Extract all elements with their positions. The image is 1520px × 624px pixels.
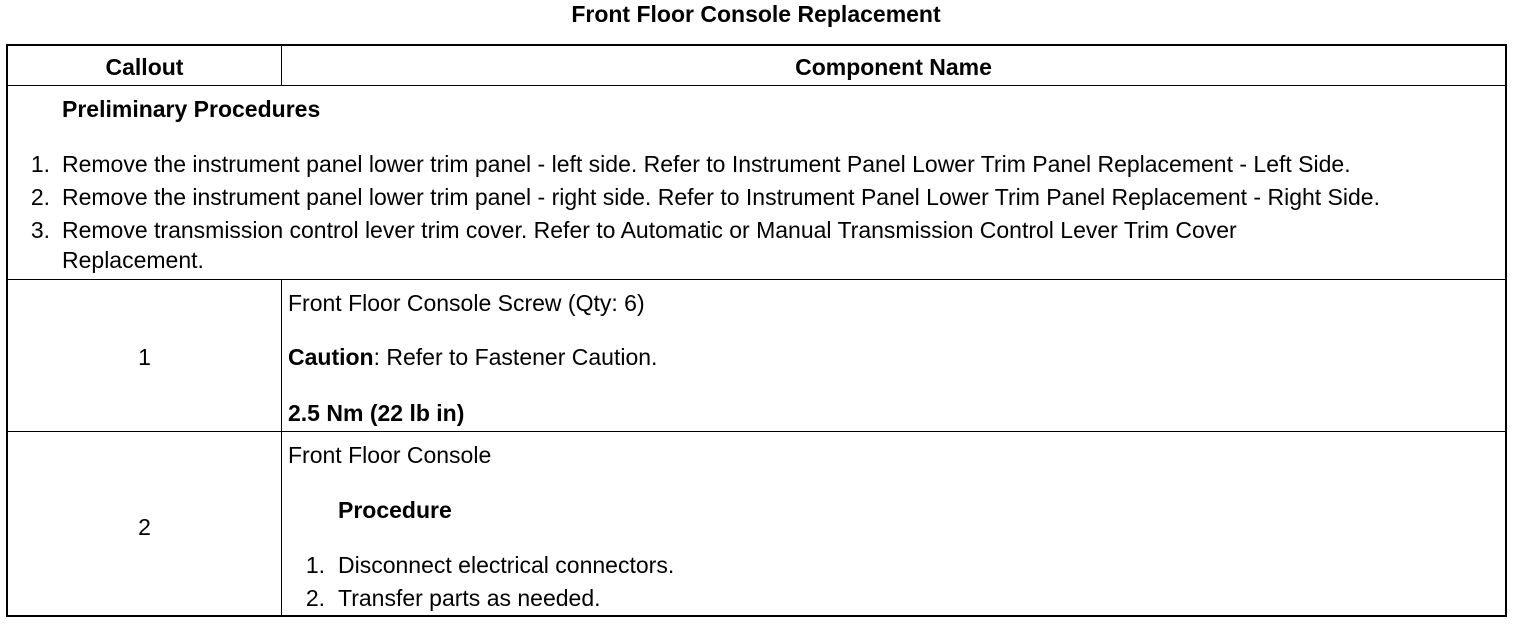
step-number: 2. [305, 585, 325, 611]
procedure-heading: Procedure [338, 497, 452, 523]
step-number: 1. [30, 151, 50, 177]
step-text: Disconnect electrical connectors. [338, 552, 675, 578]
step-number: 2. [30, 184, 50, 210]
step-text: Remove the instrument panel lower trim panel - left side. Refer to Instrument Panel Lower Trim Panel Replacement - Left Side. [62, 151, 1351, 177]
step-text-continued: Replacement. [62, 247, 204, 273]
callout-number: 2 [138, 514, 151, 540]
preliminary-heading: Preliminary Procedures [62, 96, 321, 122]
step-text: Transfer parts as needed. [338, 585, 601, 611]
callout-column-header: Callout [105, 54, 184, 80]
row-divider [8, 431, 1505, 432]
preliminary-divider [8, 279, 1505, 280]
component-name: Front Floor Console Screw (Qty: 6) [288, 290, 645, 316]
header-divider [8, 85, 1505, 86]
step-number: 1. [305, 552, 325, 578]
step-text: Remove transmission control lever trim cover. Refer to Automatic or Manual Transmission Control Lever Trim Cover [62, 217, 1237, 243]
callout-number: 1 [138, 344, 151, 370]
step-number: 3. [30, 217, 50, 243]
step-text: Remove the instrument panel lower trim panel - right side. Refer to Instrument Panel Lower Trim Panel Replacement - Right Side. [62, 184, 1380, 210]
caution-label: Caution [288, 344, 374, 370]
body-column-divider [281, 279, 282, 615]
page-title: Front Floor Console Replacement [571, 1, 941, 27]
torque-spec: 2.5 Nm (22 lb in) [288, 400, 465, 426]
component-name: Front Floor Console [288, 442, 492, 468]
caution-note [288, 346, 657, 369]
component-name-column-header: Component Name [795, 54, 992, 80]
caution-text: : Refer to Fastener Caution. [373, 344, 658, 370]
